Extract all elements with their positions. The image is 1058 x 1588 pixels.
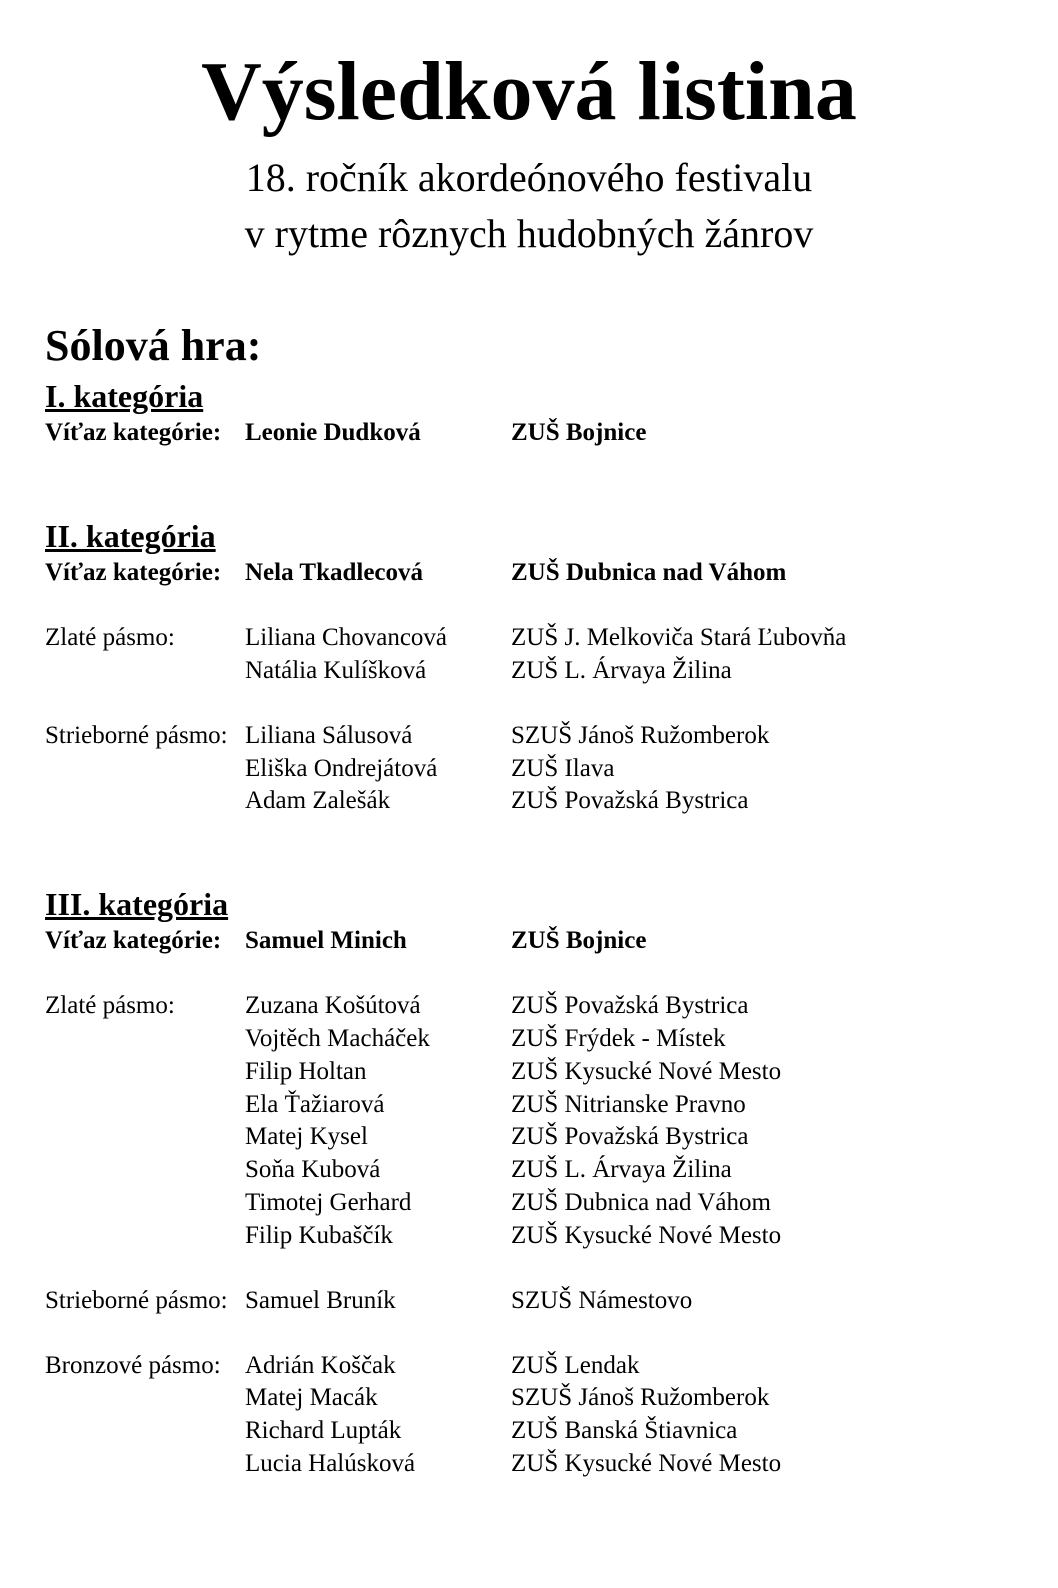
row-label: Zlaté pásmo: (45, 992, 175, 1019)
result-row (0, 1022, 1058, 1055)
school-name: ZUŠ Lendak (511, 1352, 640, 1379)
category-heading: II. kategória (45, 518, 216, 554)
result-row (0, 1219, 1058, 1252)
result-row (0, 1284, 1058, 1317)
result-row (0, 1055, 1058, 1088)
subtitle-line-2: v rytme rôznych hudobných žánrov (244, 211, 814, 256)
school-name: ZUŠ Považská Bystrica (511, 992, 749, 1019)
school-name: ZUŠ Považská Bystrica (511, 787, 749, 814)
result-row (0, 1153, 1058, 1186)
row-label: Víťaz kategórie: (45, 419, 222, 446)
school-name: SZUŠ Jánoš Ružomberok (511, 1384, 770, 1411)
result-row (0, 1381, 1058, 1414)
school-name: ZUŠ L. Árvaya Žilina (511, 657, 732, 684)
school-name: ZUŠ Banská Štiavnica (511, 1417, 738, 1444)
participant-name: Samuel Bruník (245, 1287, 396, 1314)
result-row (0, 752, 1058, 785)
school-name: ZUŠ Nitrianske Pravno (511, 1091, 746, 1118)
subtitle-line-1: 18. ročník akordeónového festivalu (245, 155, 813, 200)
participant-name: Nela Tkadlecová (245, 559, 424, 586)
school-name: ZUŠ Dubnica nad Váhom (511, 559, 787, 586)
row-label: Strieborné pásmo: (45, 1287, 228, 1314)
participant-name: Vojtěch Macháček (245, 1025, 430, 1052)
participant-name: Natália Kulíšková (245, 657, 427, 684)
category-heading: I. kategória (45, 378, 204, 414)
participant-name: Filip Kubaščík (245, 1222, 393, 1249)
school-name: ZUŠ Bojnice (511, 419, 647, 446)
result-row (0, 784, 1058, 817)
participant-name: Richard Lupták (245, 1417, 402, 1444)
row-label: Víťaz kategórie: (45, 927, 222, 954)
result-row (0, 416, 1058, 449)
participant-name: Matej Macák (245, 1384, 378, 1411)
school-name: SZUŠ Námestovo (511, 1287, 693, 1314)
school-name: ZUŠ Považská Bystrica (511, 1123, 749, 1150)
result-row (0, 1088, 1058, 1121)
row-label: Strieborné pásmo: (45, 722, 228, 749)
result-row (0, 654, 1058, 687)
participant-name: Filip Holtan (245, 1058, 367, 1085)
school-name: ZUŠ Ilava (511, 755, 615, 782)
participant-name: Adam Zalešák (245, 787, 391, 814)
participant-name: Zuzana Košútová (245, 992, 421, 1019)
school-name: SZUŠ Jánoš Ružomberok (511, 722, 770, 749)
result-row (0, 719, 1058, 752)
result-row (0, 1447, 1058, 1480)
school-name: ZUŠ Frýdek - Místek (511, 1025, 726, 1052)
result-row (0, 1414, 1058, 1447)
participant-name: Eliška Ondrejátová (245, 755, 438, 782)
result-row (0, 621, 1058, 654)
participant-name: Soňa Kubová (245, 1156, 381, 1183)
school-name: ZUŠ Dubnica nad Váhom (511, 1189, 771, 1216)
row-label: Víťaz kategórie: (45, 559, 222, 586)
participant-name: Timotej Gerhard (245, 1189, 412, 1216)
section-heading: Sólová hra: (45, 321, 262, 370)
result-row (0, 1349, 1058, 1382)
category-heading: III. kategória (45, 886, 229, 922)
result-row (0, 1120, 1058, 1153)
result-row (0, 556, 1058, 589)
row-label: Bronzové pásmo: (45, 1352, 221, 1379)
school-name: ZUŠ Bojnice (511, 927, 647, 954)
participant-name: Adrián Koščak (245, 1352, 396, 1379)
document-title: Výsledková listina (201, 45, 857, 138)
school-name: ZUŠ J. Melkoviča Stará Ľubovňa (511, 624, 847, 651)
participant-name: Lucia Halúsková (245, 1450, 416, 1477)
result-row (0, 989, 1058, 1022)
school-name: ZUŠ Kysucké Nové Mesto (511, 1222, 782, 1249)
participant-name: Ela Ťažiarová (245, 1091, 385, 1118)
school-name: ZUŠ Kysucké Nové Mesto (511, 1450, 782, 1477)
participant-name: Leonie Dudková (245, 419, 421, 446)
result-row (0, 1186, 1058, 1219)
participant-name: Samuel Minich (245, 927, 407, 954)
result-row (0, 924, 1058, 957)
school-name: ZUŠ Kysucké Nové Mesto (511, 1058, 782, 1085)
school-name: ZUŠ L. Árvaya Žilina (511, 1156, 732, 1183)
participant-name: Liliana Chovancová (245, 624, 448, 651)
participant-name: Matej Kysel (245, 1123, 368, 1150)
row-label: Zlaté pásmo: (45, 624, 175, 651)
participant-name: Liliana Sálusová (245, 722, 413, 749)
